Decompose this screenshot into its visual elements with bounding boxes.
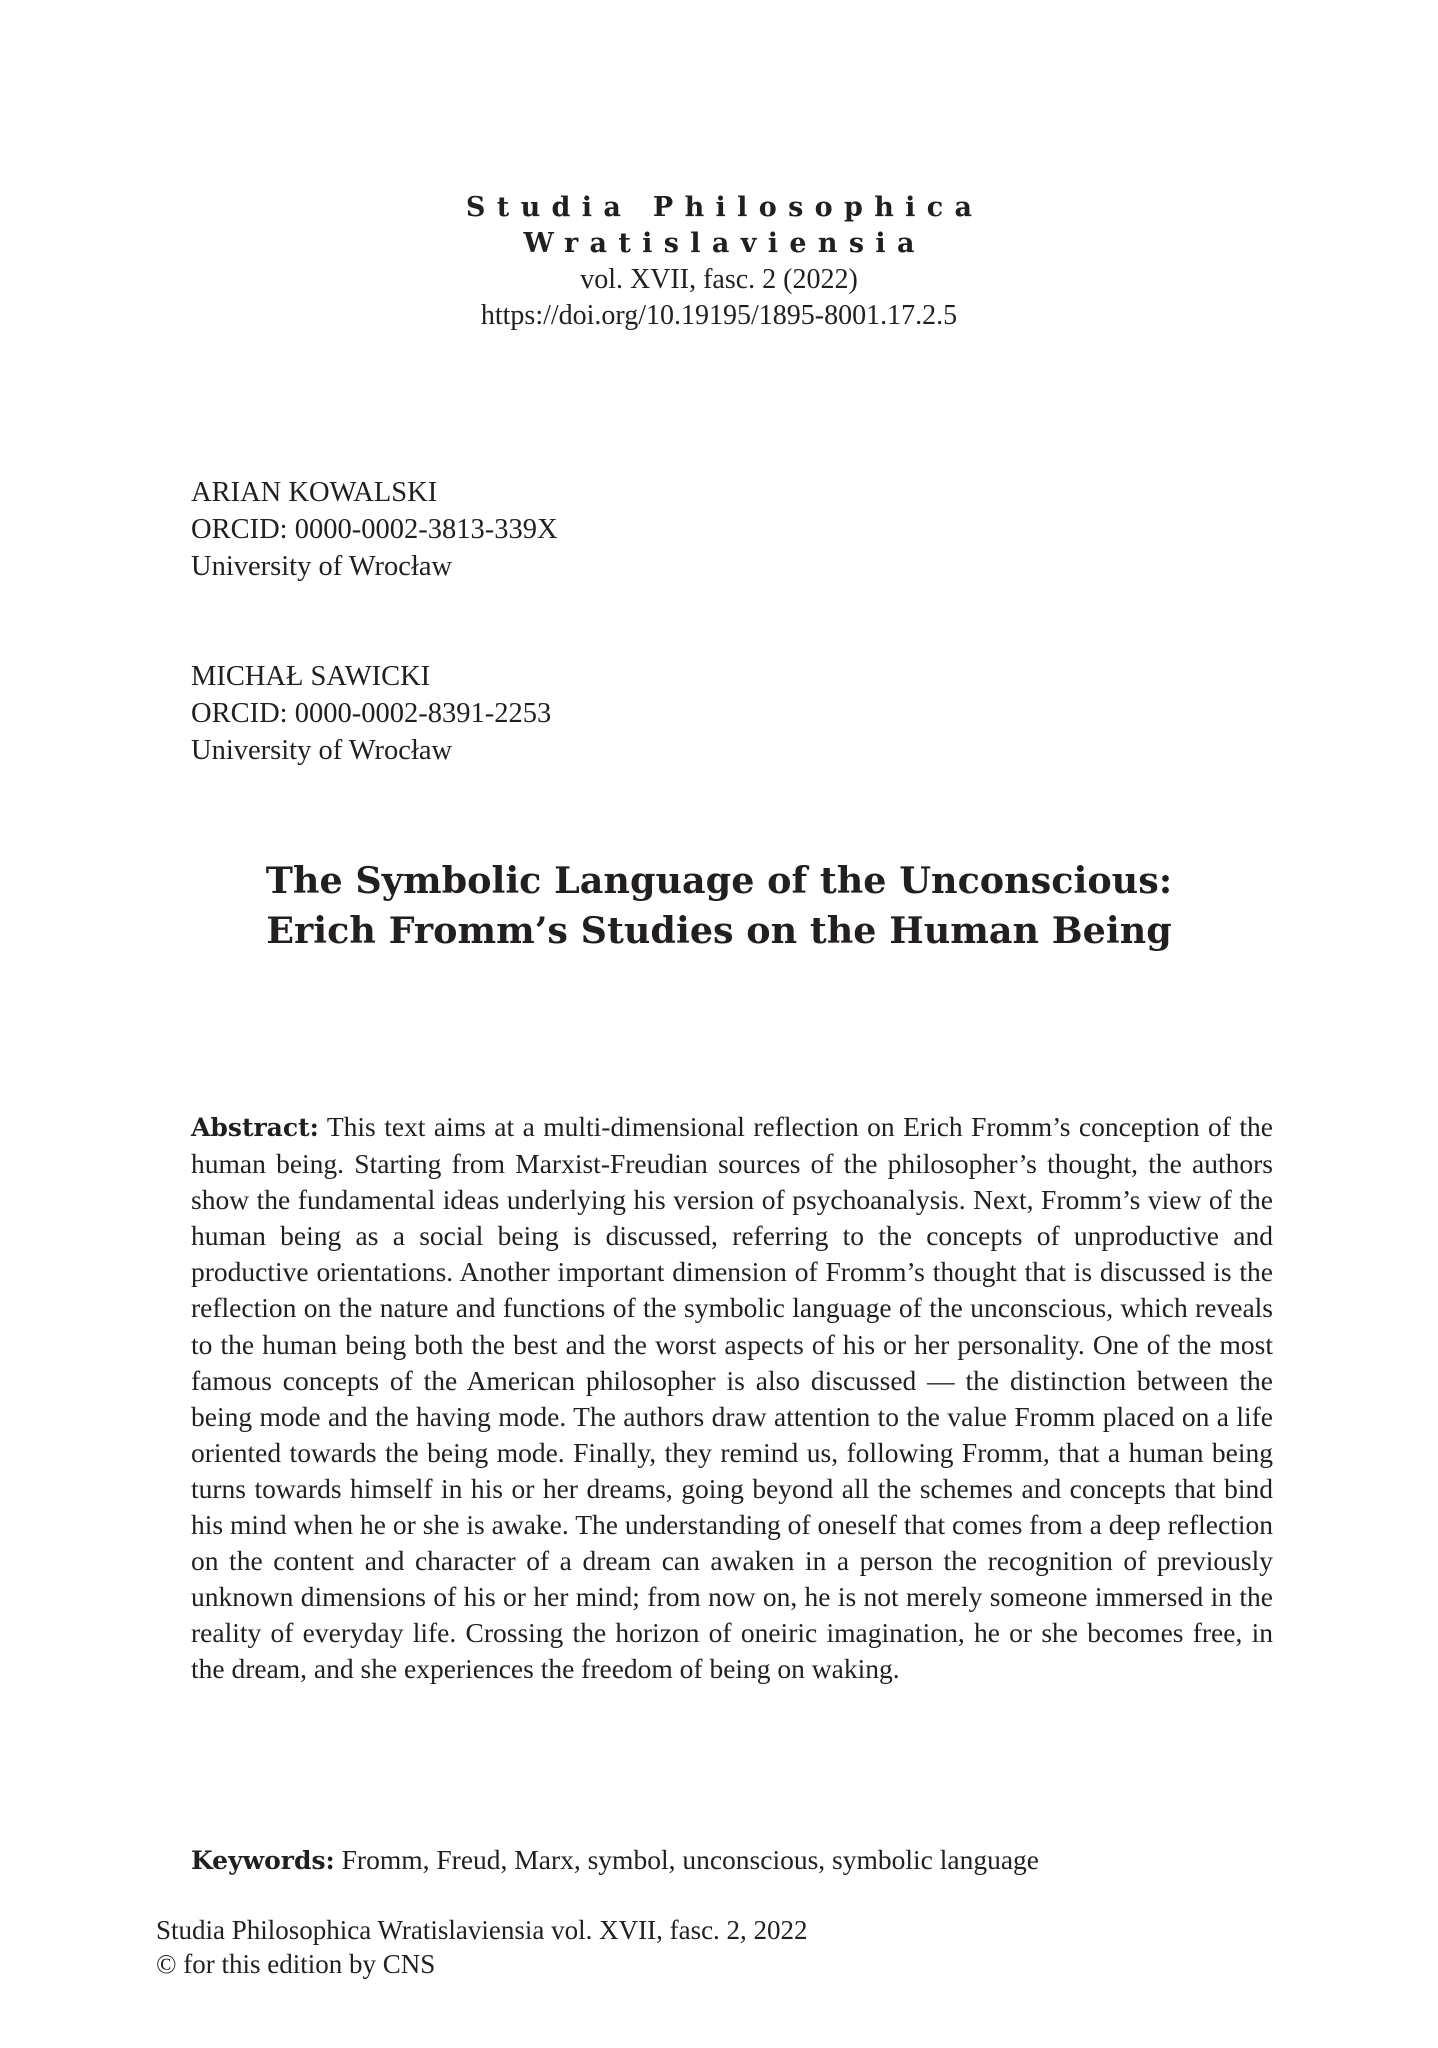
- author-orcid: ORCID: 0000-0002-8391-2253: [191, 698, 552, 729]
- footer-journal-line: Studia Philosophica Wratislaviensia vol. XVII, fasc. 2, 2022: [156, 1915, 808, 1945]
- footer-copyright: © for this edition by CNS: [156, 1949, 436, 1979]
- journal-name-line-1: Studia Philosophica: [465, 192, 984, 223]
- author-block: [191, 658, 558, 769]
- journal-name-line-2: Wratislaviensia: [523, 228, 926, 259]
- author-affiliation: University of Wrocław: [191, 551, 453, 582]
- keywords-text: Fromm, Freud, Marx, symbol, unconscious, symbolic language: [341, 1844, 1039, 1875]
- abstract: [191, 1109, 1273, 1688]
- journal-header: [0, 190, 1438, 334]
- page-footer: [156, 1913, 808, 1981]
- author-name: ARIAN KOWALSKI: [191, 477, 438, 508]
- author-affiliation: University of Wrocław: [191, 735, 453, 766]
- article-title: [0, 856, 1438, 956]
- keywords: [191, 1842, 1273, 1879]
- author-orcid: ORCID: 0000-0002-3813-339X: [191, 514, 558, 545]
- doi-link[interactable]: https://doi.org/10.19195/1895-8001.17.2.5: [480, 300, 958, 331]
- abstract-label: Abstract:: [191, 1113, 319, 1142]
- author-block: [191, 474, 558, 585]
- abstract-text: This text aims at a multi-dimensional reflection on Erich Fromm’s conception of the human being. Starting from Marxist-Freudian sources of the philosopher’s thought, the authors show the fundamental ideas underlying his version of psychoanalysis. Next, Fromm’s view of the human being as a social being is discussed, referring to the concepts of unproductive and productive orientations. Another important dimension of Fromm’s thought that is discussed is the reflection on the nature and functions of the symbolic language of the unconscious, which reveals to the human being both the best and the worst aspects of his or her personality. One of the most famous concepts of the American philosopher is also discussed — the distinction between the being mode and the having mode. The authors draw attention to the value Fromm placed on a life oriented towards the being mode. Finally, they remind us, following Fromm, that a human being turns towards himself in his or her dreams, going beyond all the schemes and concepts that bind his mind when he or she is awake. The understanding of oneself that comes from a deep reflection on the content and character of a dream can awaken in a person the recognition of previously unknown dimensions of his or her mind; from now on, he is not merely someone immersed in the reality of everyday life. Crossing the horizon of oneiric imagination, he or she becomes free, in the dream, and she experiences the freedom of being on waking.: [191, 1111, 1273, 1685]
- author-name: MICHAŁ SAWICKI: [191, 661, 431, 692]
- author-list: [191, 474, 558, 842]
- article-title-line-2: Erich Fromm’s Studies on the Human Being: [266, 909, 1172, 952]
- journal-volume: vol. XVII, fasc. 2 (2022): [580, 264, 858, 295]
- article-title-line-1: The Symbolic Language of the Unconscious:: [265, 859, 1173, 902]
- keywords-label: Keywords:: [191, 1846, 335, 1875]
